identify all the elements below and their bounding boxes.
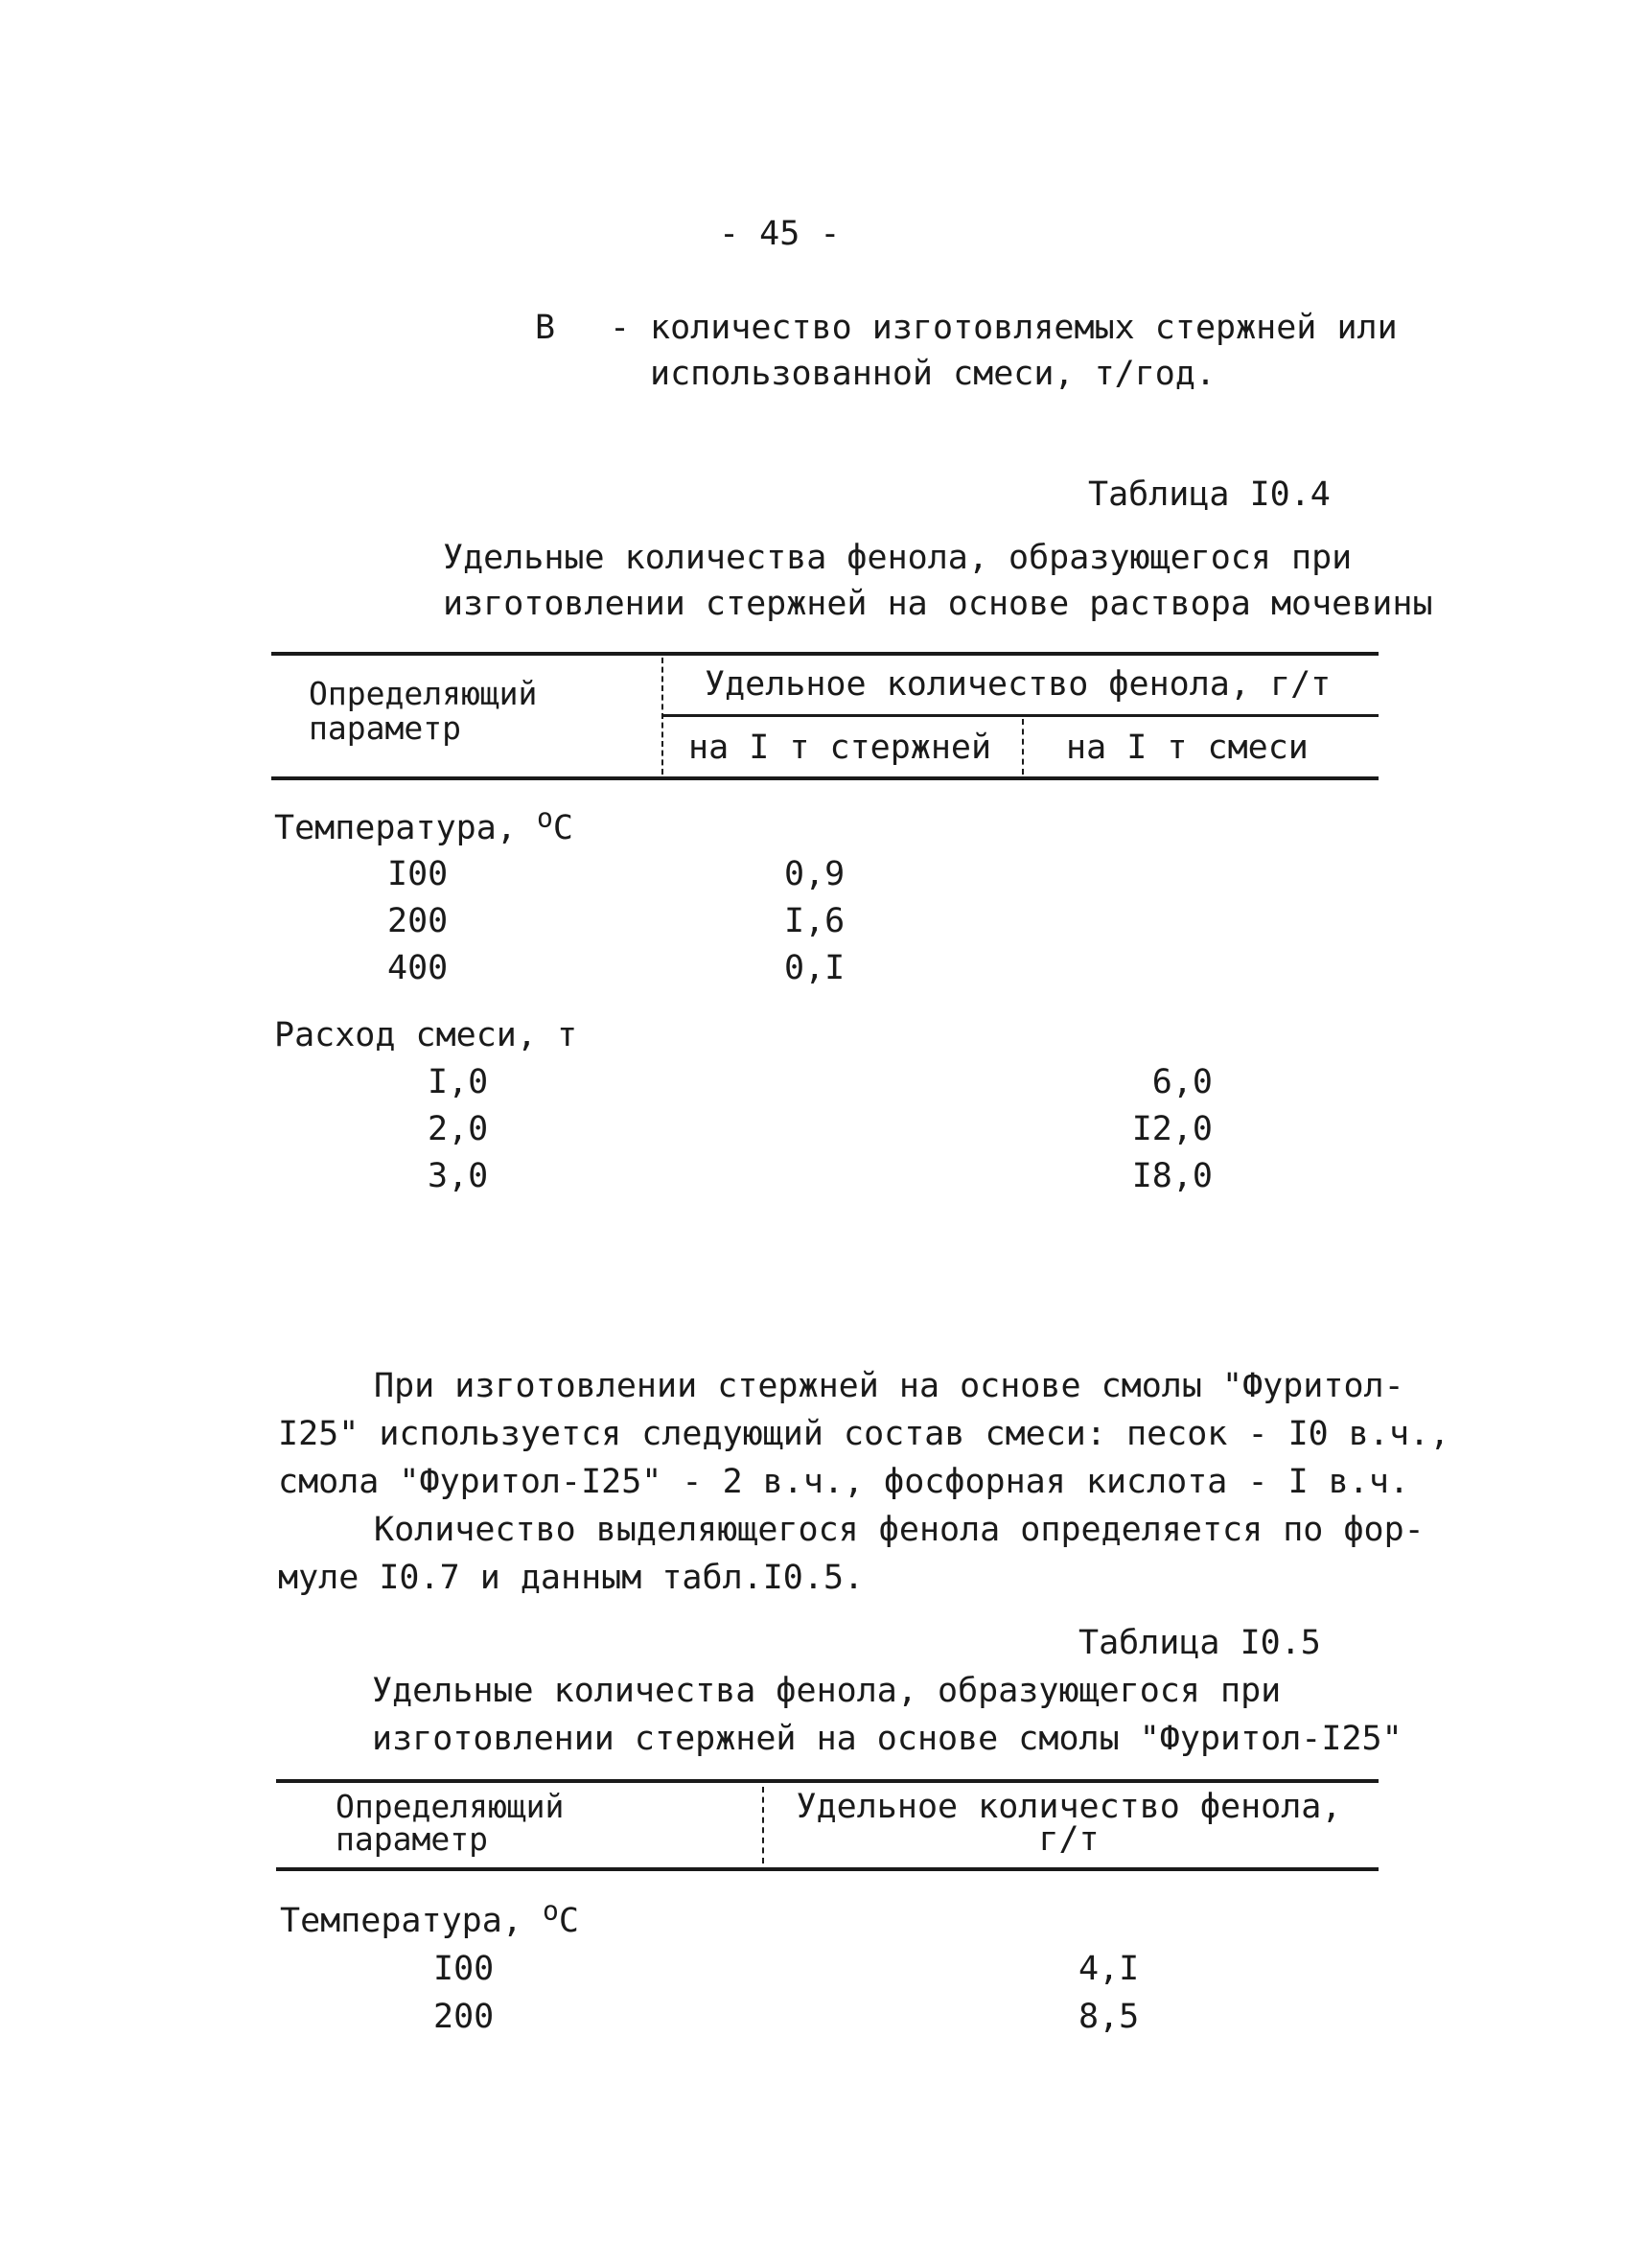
table-10-5-title-line-1: Удельные количества фенола, образующегося при [372, 1672, 1282, 1710]
table-10-5-section-temperature [280, 1894, 579, 1944]
table-10-4-section-temperature [274, 801, 573, 851]
table-10-4-title-line-2: изготовлении стержней на основе раствора мочевины [443, 585, 1433, 623]
paragraph-line-2: I25" используется следующий состав смеси: песок - I0 в.ч., [278, 1415, 1450, 1453]
table-10-5-header-bottom-rule [276, 1867, 1379, 1871]
section-unit: С [552, 809, 573, 847]
table-row-param: I,0 [428, 1063, 489, 1101]
table-10-4-col-sub-2: на I т смеси [1066, 729, 1309, 767]
page-number: - 45 - [719, 215, 841, 253]
table-10-4-sub-rule [663, 714, 1379, 717]
table-row-param: 200 [387, 902, 449, 940]
table-row-value-smesi: 6,0 [1151, 1063, 1213, 1101]
table-10-4-col-group: Удельное количество фенола, г/т [705, 665, 1332, 704]
table-10-5-col-param: Определяющий параметр [336, 1788, 565, 1858]
section-unit: С [558, 1902, 579, 1940]
paragraph-line-4: Количество выделяющегося фенола определяется по фор- [374, 1511, 1425, 1549]
table-row-param: 2,0 [428, 1110, 489, 1148]
section-name: Температура, [274, 809, 517, 847]
table-10-5-label: Таблица I0.5 [1078, 1624, 1321, 1662]
table-row-param: 200 [433, 1998, 495, 2036]
table-10-4-label: Таблица I0.4 [1088, 475, 1331, 514]
table-10-4-header-bottom-rule [271, 776, 1379, 780]
table-10-4-top-rule [271, 652, 1379, 656]
table-row-param: 400 [387, 949, 449, 987]
table-row-value-stergni: 0,I [784, 949, 846, 987]
definition-line-2: использованной смеси, т/год. [650, 355, 1217, 393]
col-value-line-1: Удельное количество фенола, [796, 1788, 1342, 1826]
table-row-value: 4,I [1078, 1950, 1140, 1988]
table-10-5-col-value [786, 1788, 1352, 1859]
table-row-value-stergni: I,6 [784, 902, 846, 940]
table-row-param: 3,0 [428, 1157, 489, 1195]
table-row-value-smesi: I2,0 [1131, 1110, 1213, 1148]
table-10-5-col-divider [762, 1787, 764, 1863]
definition-dash: - [610, 309, 631, 347]
paragraph-line-3: смола "Фуритол-I25" - 2 в.ч., фосфорная кислота - I в.ч. [278, 1463, 1410, 1501]
definition-symbol: В [535, 309, 556, 347]
paragraph-line-5: муле I0.7 и данным табл.I0.5. [278, 1559, 865, 1597]
definition-line-1: количество изготовляемых стержней или [650, 309, 1398, 347]
table-10-4-col-param: Определяющий параметр [309, 675, 538, 747]
table-row-value: 8,5 [1078, 1998, 1140, 2036]
table-10-5-top-rule [276, 1779, 1379, 1783]
table-10-4-section-mixture: Расход смеси, т [274, 1016, 578, 1054]
paragraph-line-1: При изготовлении стержней на основе смолы "Фуритол- [374, 1367, 1404, 1405]
table-10-4-sub-divider [1022, 719, 1024, 775]
section-name: Температура, [280, 1902, 522, 1940]
table-row-param: I00 [433, 1950, 495, 1988]
table-row-value-smesi: I8,0 [1131, 1157, 1213, 1195]
table-row-param: I00 [387, 855, 449, 893]
table-10-5-title-line-2: изготовлении стержней на основе смолы "Фуритол-I25" [372, 1720, 1403, 1758]
degree-sup: о [542, 1894, 559, 1927]
table-10-4-col-sub-1: на I т стержней [688, 729, 992, 767]
table-10-4-title-line-1: Удельные количества фенола, образующегося при [443, 539, 1353, 577]
degree-sup: о [536, 801, 553, 834]
table-row-value-stergni: 0,9 [784, 855, 846, 893]
col-value-line-2: г/т [1038, 1820, 1100, 1859]
